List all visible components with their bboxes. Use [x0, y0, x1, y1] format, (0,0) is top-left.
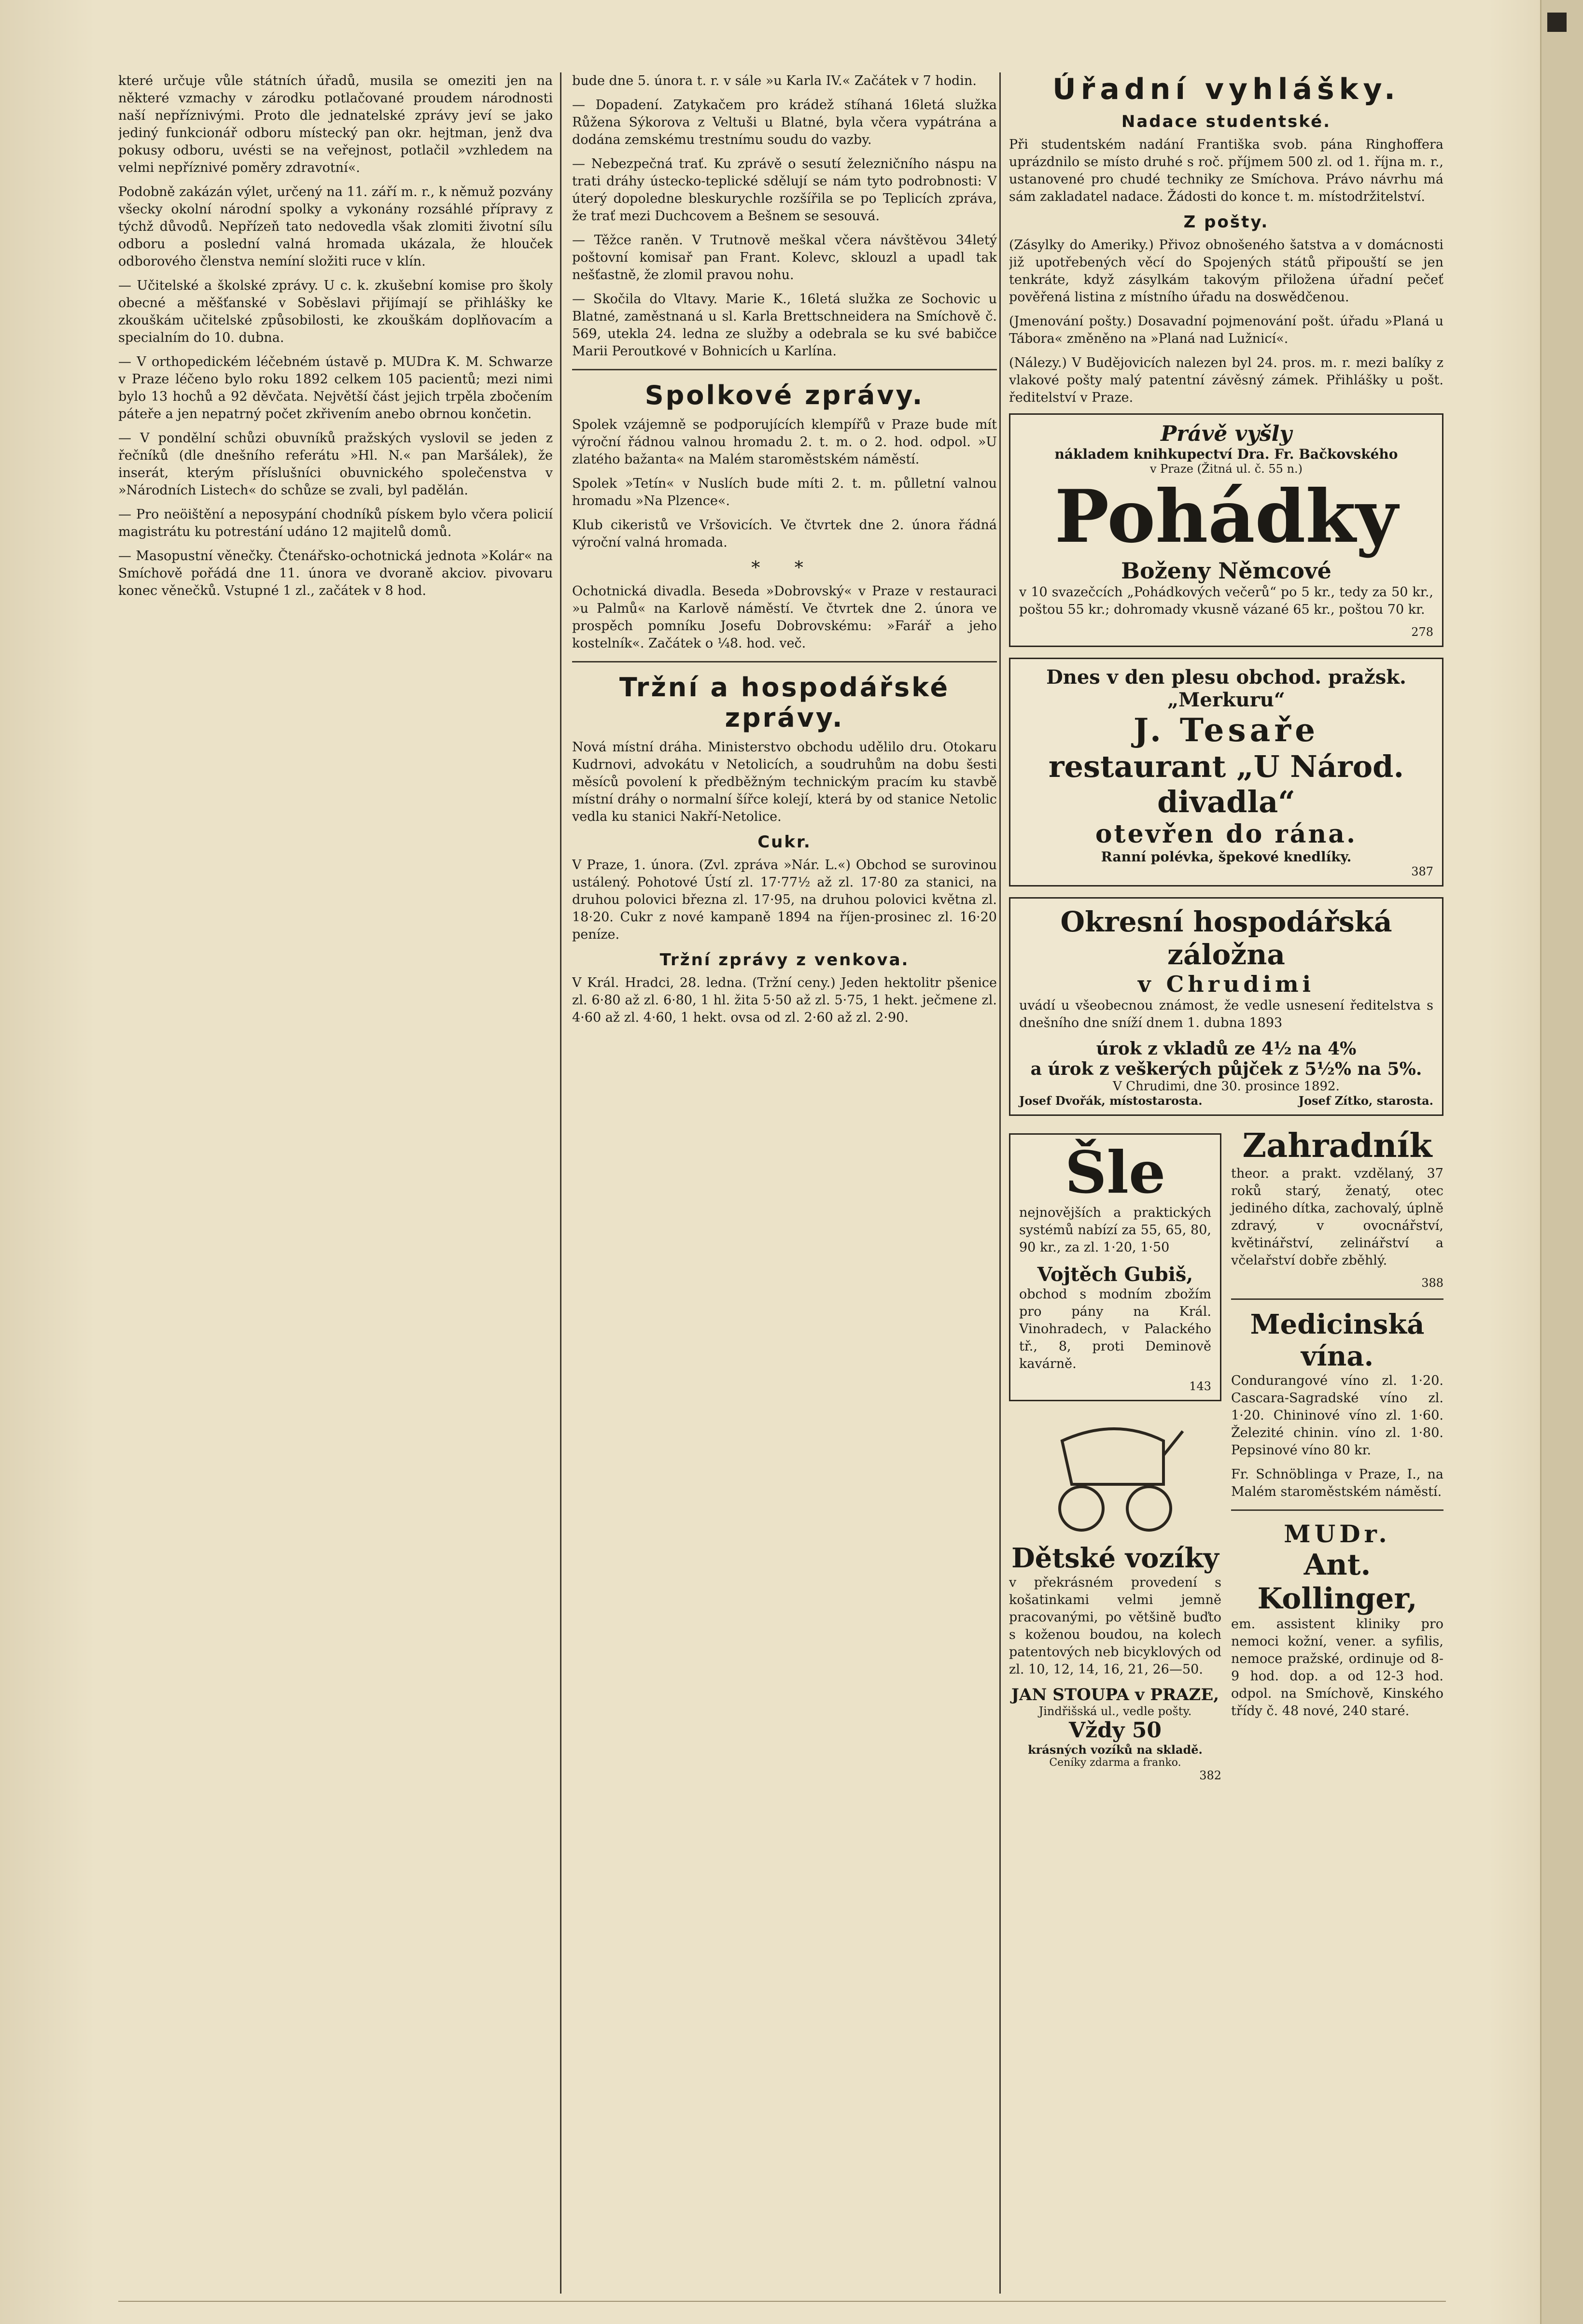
ad-headline: Dnes v den plesu obchod. pražsk. „Merkuru“ — [1046, 666, 1406, 711]
article-paragraph: (Nálezy.) V Budějovicích nalezen byl 24. pros. m. r. mezi balíky z vlakové pošty malý patentní závěsný zámek. Přihlášky u pošt. ředitelství v Praze. — [1009, 355, 1443, 405]
ad-text: nejnovějších a praktických systémů nabízí za 55, 65, 80, 90 kr., za zl. 1·20, 1·50 — [1019, 1205, 1211, 1255]
section-divider — [572, 661, 997, 662]
ad-rate: úrok z vkladů ze 4½ na 4% — [1096, 1039, 1357, 1059]
column-rule — [999, 72, 1001, 2294]
ad-title: Pohádky — [1054, 474, 1398, 559]
ad-merchant: JAN STOUPA v PRAZE, — [1011, 1685, 1219, 1704]
article-paragraph: Klub cikeristů ve Vršovicích. Ve čtvrtek dne 2. února řádná výroční valná hromada. — [572, 518, 997, 550]
ad-text: v překrásném provedení s košatinkami velmi jemně pracovanými, po většině buďto s koženou boudou, na kolech patentových neb bicyklových od zl. 10, 12, 14, 16, 21, 26—50. — [1009, 1575, 1221, 1677]
ad-number: 387 — [1411, 865, 1433, 878]
article-paragraph: Spolek »Tetín« v Nuslích bude míti 2. t. m. půlletní valnou hromadu »Na Plzence«. — [572, 476, 997, 508]
ad-signature: Josef Dvořák, místostarosta. — [1019, 1094, 1203, 1108]
ad-title: Dětské vozíky — [1011, 1542, 1219, 1574]
ad-signature: Josef Zítko, starosta. — [1298, 1094, 1433, 1108]
page-bottom-rule — [118, 2301, 1446, 2302]
article-paragraph: bude dne 5. února t. r. v sále »u Karla IV.« Začátek v 7 hodin. — [572, 73, 977, 88]
ad-divider — [1231, 1509, 1443, 1511]
ad-number: 143 — [1189, 1380, 1211, 1393]
ad-menu: Ranní polévka, špekové knedlíky. — [1101, 849, 1352, 865]
article-paragraph: Ochotnická divadla. Beseda »Dobrovský« v Praze v restauraci »u Palmů« na Karlově náměstí. Ve čtvrtek dne 2. února ve prospěch pomníku Josefu Dobrovskému: »Farář a jeho kostelník«. Začátek o ¼8. hod. več. — [572, 584, 997, 651]
ad-restaurant — [1009, 658, 1443, 887]
ad-title: restaurant „U Národ. divadla“ — [1048, 749, 1404, 819]
ad-text: krásných vozíků na skladě. — [1028, 1743, 1203, 1757]
article-paragraph: které určuje vůle státních úřadů, musila se omeziti jen na některé vzmachy v zárodku potlačované proudem národnosti naší nepříznivými. Proto dle jednatelské zprávy jeví se jako jediný funkcionář odboru místecký pan okr. hejtman, jenž dva pokusy odboru, uvésti se na veřejnost, potlačil »vzhledem na velmi nepříznivé poměry zdravotní«. — [118, 73, 553, 175]
subheading-cukr: Cukr. — [757, 832, 812, 852]
article-paragraph: Nová místní dráha. Ministerstvo obchodu udělilo dru. Otokaru Kudrnovi, advokátu v Netolicích, a soudruhům na dobu šesti měsíců povolení k předběžným technickým pracím ku stavbě místní dráhy o normalní šířce kolejí, která by od stanice Netolic vedla ku stanici Nakří-Netolice. — [572, 740, 997, 824]
ad-owner: J. Tesaře — [1133, 711, 1319, 749]
ad-rate: a úrok z veškerých půjček z 5½% na 5%. — [1030, 1059, 1422, 1079]
subheading-posta: Z pošty. — [1183, 212, 1269, 232]
ad-number: 388 — [1421, 1276, 1443, 1290]
article-paragraph: Podobně zakázán výlet, určený na 11. září m. r., k němuž pozvány všecky okolní národní spolky a vykonány rozsáhlé přípravy z týchž důvodů. Nepřízeň tato nedovedla však zlomiti životní sílu odboru a poslední valná hromada ukázala, že hlouček odborového členstva nemíní složiti ruce v klín. — [118, 184, 553, 269]
column-1 — [118, 72, 553, 2303]
ad-zalozna — [1009, 897, 1443, 1116]
ad-text: v 10 svazečcích „Pohádkových večerů“ po 5 kr., tedy za 50 kr., poštou 55 kr.; dohromady vkusně vázané 65 kr., poštou 70 kr. — [1019, 585, 1433, 617]
ad-title: Šle — [1065, 1139, 1166, 1207]
ad-author: Boženy Němcové — [1121, 558, 1331, 584]
ad-merchant: Vojtěch Gubiš, — [1037, 1263, 1193, 1286]
ad-number: 382 — [1199, 1769, 1221, 1782]
article-paragraph: — V pondělní schůzi obuvníků pražských vyslovil se jeden z řečníků (dle dnešního referátu »Hl. N.« pan Maršálek), že inserát, kterým příslušníci obuvnického společenstva v »Národních Listech« do schůze se zvali, byl padělán. — [118, 431, 553, 498]
ad-text: obchod s modním zbožím pro pány na Král. Vinohradech, v Palackého tř., 8, proti Deminově kavárně. — [1019, 1287, 1211, 1371]
article-paragraph: — V orthopedickém léčebném ústavě p. MUDra K. M. Schwarze v Praze léčeno bylo roku 1892 celkem 105 pacientů; mezi nimi bylo 13 hochů a 92 děvčata. Největší část jejich trpěla zbočením páteře a jen nepatrný počet zkřivením anebo obrnou končetin. — [118, 354, 553, 422]
ad-doctor-name: Ant. Kollinger, — [1257, 1548, 1417, 1616]
article-paragraph: — Masopustní věnečky. Čtenářsko-ochotnická jednota »Kolár« na Smíchově pořádá dne 11. února ve dvoraně akciov. pivovaru konec věnečků. Vstupné 1 zl., začátek v 8 hod. — [118, 549, 553, 598]
ad-catalog: Ceníky zdarma a franko. — [1049, 1757, 1181, 1769]
column-2 — [572, 72, 997, 2303]
article-paragraph: — Těžce raněn. V Trutnově meškal včera návštěvou 34letý poštovní komisař pan Frant. Kolevc, sklouzl a upadl tak nešťastně, že zlomil pravou nohu. — [572, 233, 997, 282]
article-paragraph: (Jmenování pošty.) Dosavadní pojmenování pošt. úřadu »Planá u Tábora« změněno na »Planá nad Lužnicí«. — [1009, 314, 1443, 346]
article-paragraph: V Praze, 1. února. (Zvl. zpráva »Nár. L.«) Obchod se surovinou ustálený. Pohotové Ústí zl. 17·77½ až zl. 17·80 za stanici, na druhou polovici března zl. 17·95, na druhou polovici května zl. 18·20. Cukr z nové kampaně 1894 na říjen-prosinec zl. 16·20 peníze. — [572, 858, 997, 942]
article-paragraph: — Pro neöištění a neposypání chodníků pískem bylo včera policií magistrátu ku potrestání udáno 12 majitelů domů. — [118, 507, 553, 539]
article-paragraph: — Nebezpečná trať. Ku zprávě o sesutí železničního náspu na trati dráhy ústecko-teplické sdělují se nám tyto podrobnosti: V úterý dopoledne bleskurychle rozšířila se po Teplicích zpráva, že trať mezi Duchcovem a Bešnem se sesouvá. — [572, 156, 997, 224]
section-heading-spolkove: Spolkové zprávy. — [644, 380, 925, 410]
page-edge — [1540, 0, 1583, 2324]
ad-address: v Praze (Žitná ul. č. 55 n.) — [1149, 462, 1303, 476]
ad-text: em. assistent kliniky pro nemoci kožní, vener. a syfilis, nemoce pražské, ordinuje od 8-9 hod. dop. a od 12-3 hod. odpol. na Smíchově, Kinského třídy č. 48 nové, 240 staré. — [1231, 1617, 1443, 1718]
ad-sle — [1009, 1133, 1221, 1401]
column-rule — [560, 72, 561, 2294]
ad-stock: Vždy 50 — [1068, 1718, 1162, 1743]
article-paragraph: Spolek vzájemně se podporujících klempířů v Praze bude mít výroční řádnou valnou hromadu 2. t. m. o 2. hod. odpol. »U zlatého bažanta« na Malém staroměstském náměstí. — [572, 417, 997, 467]
ad-subtitle: v Chrudimi — [1137, 971, 1315, 997]
corner-mark — [1547, 13, 1567, 32]
section-heading-trzni: Tržní a hospodářské zprávy. — [619, 672, 950, 733]
ad-text: uvádí u všeobecnou známost, že vedle usnesení ředitelstva s dnešního dne sníží dnem 1. dubna 1893 — [1019, 998, 1433, 1030]
ad-title: MUDr. — [1284, 1520, 1391, 1548]
ad-title: Okresní hospodářská záložna — [1060, 905, 1392, 971]
article-paragraph: (Zásylky do Ameriky.) Přivoz obnošeného šatstva a v domácnosti již upotřebených věcí do Spojených států připouští se jen tenkráte, když zásylkám takovým přiložena úřadní pečeť pověřená listina z místního úřadu na doswědčenou. — [1009, 238, 1443, 305]
ad-text: Condurangové víno zl. 1·20. Cascara-Sagradské víno zl. 1·20. Chininové víno zl. 1·60. Železité chinin. víno zl. 1·80. Pepsinové víno 80 kr. — [1231, 1373, 1443, 1458]
ad-left-stack — [1009, 1127, 1221, 1782]
section-divider — [572, 369, 997, 370]
ad-text: theor. a prakt. vzdělaný, 37 roků starý, ženatý, otec jediného dítka, zachovalý, úplně zdravý, v ovocnářství, květinářství, zelinářství a včelařství dobře zběhlý. — [1231, 1166, 1443, 1268]
article-paragraph: — Učitelské a školské zprávy. U c. k. zkušební komise pro školy obecné a měšťanské v Soběslavi přijímají se přihlášky ke zkouškám učitelské způsobilosti, ke zkouškám doplňovacím a specialním do 10. dubna. — [118, 278, 553, 345]
ad-text: Fr. Schnöblinga v Praze, I., na Malém staroměstském náměstí. — [1231, 1467, 1443, 1499]
article-paragraph: — Dopadení. Zatykačem pro krádež stíhaná 16letá služka Růžena Sýkorova z Veltuši u Blatné, byla včera vypátrána a dodána zemskému trestnímu soudu do vazby. — [572, 98, 997, 147]
section-heading-uradni: Úřadní vyhlášky. — [1052, 72, 1400, 106]
ad-date: V Chrudimi, dne 30. prosince 1892. — [1113, 1079, 1340, 1094]
subheading-nadace: Nadace studentské. — [1121, 112, 1331, 131]
ad-publisher: nákladem knihkupectví Dra. Fr. Bačkovského — [1054, 446, 1398, 462]
ad-number: 278 — [1411, 625, 1433, 639]
asterism: * * — [751, 558, 818, 578]
article-paragraph: — Skočila do Vltavy. Marie K., 16letá služka ze Sochovic u Blatné, zaměstnaná u sl. Karla Brettschneidera na Smíchově č. 569, utekla 24. ledna ze služby a odebrala se ku své babičce Marii Peroutkové v Bohnicích u Karlína. — [572, 292, 997, 359]
subheading-trzni-venkov: Tržní zprávy z venkova. — [659, 950, 910, 970]
ad-hours: otevřen do rána. — [1095, 819, 1358, 849]
ad-headline: Právě vyšly — [1161, 422, 1292, 446]
ad-address: Jindřišská ul., vedle pošty. — [1038, 1704, 1192, 1718]
ad-divider — [1231, 1298, 1443, 1300]
ad-pohadky — [1009, 413, 1443, 647]
article-paragraph: V Král. Hradci, 28. ledna. (Tržní ceny.) Jeden hektolitr pšenice zl. 6·80 až zl. 6·80, 1 hl. žita 5·50 až zl. 5·75, 1 hekt. ječmene zl. 4·60 až zl. 4·60, 1 hekt. ovsa od zl. 2·60 až zl. 2·90. — [572, 975, 997, 1025]
ad-title: Zahradník — [1242, 1127, 1432, 1165]
ad-title: Medicinská vína. — [1250, 1309, 1425, 1372]
column-3 — [1009, 72, 1443, 2303]
ad-right-stack — [1231, 1127, 1443, 1782]
article-paragraph: Při studentském nadání Františka svob. pána Ringhoffera uprázdnilo se místo druhé s roč. příjmem 500 zl. od 1. října m. r., ustanovené pro chudé techniky ze Smíchova. Právo návrhu má sám zakladatel nadace. Žádosti do konce t. m. místodržitelství. — [1009, 137, 1443, 204]
pram-illustration — [1043, 1412, 1188, 1537]
